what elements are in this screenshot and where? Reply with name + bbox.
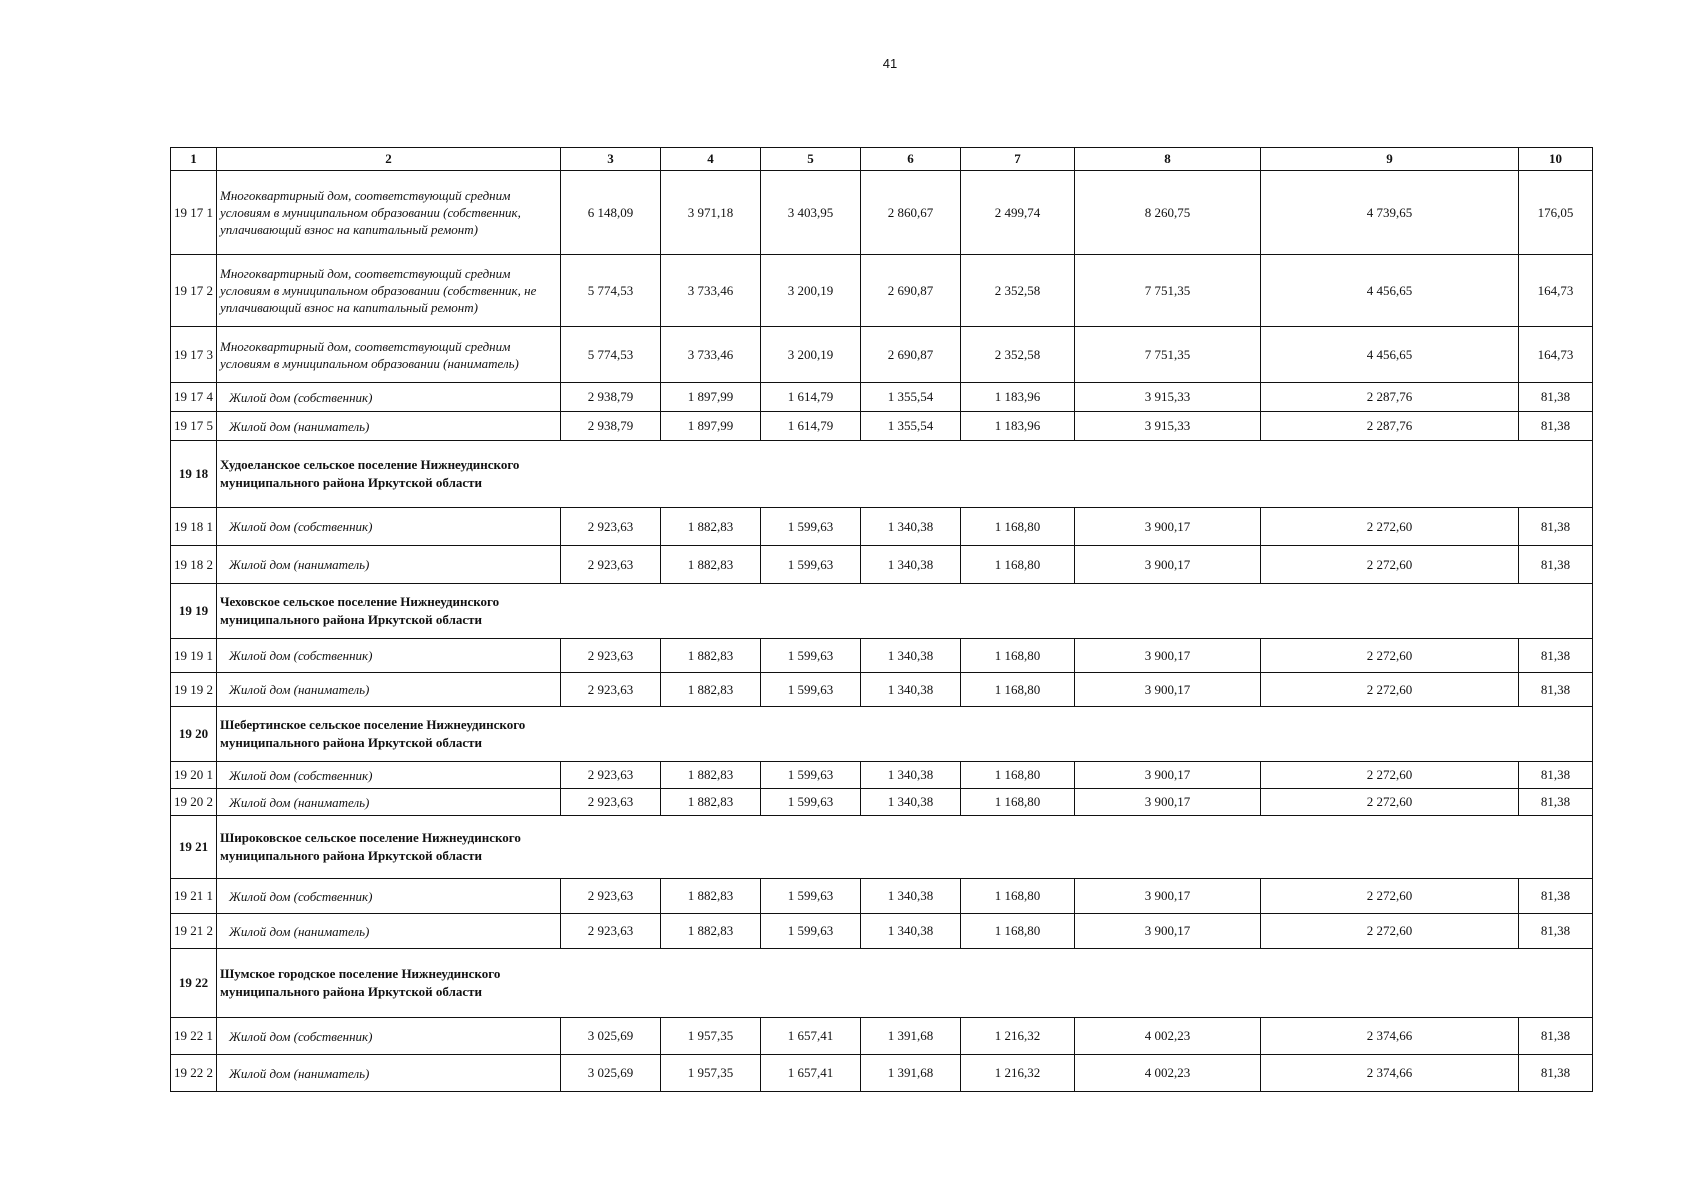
value-cell: 81,38	[1519, 546, 1593, 584]
row-code: 19 17 3	[171, 327, 217, 383]
value-cell: 1 882,83	[661, 879, 761, 914]
value-cell: 3 900,17	[1075, 546, 1261, 584]
value-cell: 1 599,63	[761, 546, 861, 584]
row-code: 19 22	[171, 949, 217, 1018]
group-row	[171, 584, 1593, 639]
value-cell: 3 971,18	[661, 171, 761, 255]
table-row	[171, 546, 1593, 584]
header-cell: 4	[661, 148, 761, 171]
value-cell: 2 374,66	[1261, 1018, 1519, 1055]
value-cell: 2 690,87	[861, 255, 961, 327]
value-cell: 3 900,17	[1075, 508, 1261, 546]
value-cell: 3 900,17	[1075, 789, 1261, 816]
row-code: 19 19 1	[171, 639, 217, 673]
table-row	[171, 914, 1593, 949]
value-cell: 1 897,99	[661, 412, 761, 441]
value-cell: 2 272,60	[1261, 762, 1519, 789]
value-cell: 1 599,63	[761, 762, 861, 789]
row-code: 19 17 5	[171, 412, 217, 441]
value-cell: 2 272,60	[1261, 914, 1519, 949]
value-cell: 1 882,83	[661, 673, 761, 707]
header-cell: 7	[961, 148, 1075, 171]
header-cell: 9	[1261, 148, 1519, 171]
value-cell: 3 900,17	[1075, 639, 1261, 673]
value-cell: 1 168,80	[961, 546, 1075, 584]
value-cell: 4 739,65	[1261, 171, 1519, 255]
value-cell: 1 216,32	[961, 1018, 1075, 1055]
settlement-name	[217, 441, 1593, 508]
housing-type: Жилой дом (собственник)	[217, 879, 561, 914]
value-cell: 2 923,63	[561, 762, 661, 789]
housing-type: Жилой дом (наниматель)	[217, 1055, 561, 1092]
housing-type: Жилой дом (собственник)	[217, 639, 561, 673]
row-code: 19 21 2	[171, 914, 217, 949]
value-cell: 1 897,99	[661, 383, 761, 412]
value-cell: 2 923,63	[561, 879, 661, 914]
group-row	[171, 816, 1593, 879]
value-cell: 1 614,79	[761, 412, 861, 441]
value-cell: 5 774,53	[561, 327, 661, 383]
settlement-name	[217, 707, 1593, 762]
group-row	[171, 707, 1593, 762]
header-cell: 5	[761, 148, 861, 171]
value-cell: 1 882,83	[661, 639, 761, 673]
value-cell: 1 340,38	[861, 508, 961, 546]
value-cell: 1 168,80	[961, 914, 1075, 949]
value-cell: 1 599,63	[761, 914, 861, 949]
housing-type: Жилой дом (наниматель)	[217, 546, 561, 584]
value-cell: 3 733,46	[661, 255, 761, 327]
value-cell: 1 657,41	[761, 1055, 861, 1092]
settlement-name-text: Шебертинское сельское поселение Нижнеудинского муниципального района Иркутской области	[220, 717, 526, 750]
value-cell: 2 272,60	[1261, 639, 1519, 673]
row-code: 19 19 2	[171, 673, 217, 707]
housing-type: Жилой дом (наниматель)	[217, 789, 561, 816]
table-row	[171, 673, 1593, 707]
settlement-name	[217, 949, 1593, 1018]
value-cell: 2 272,60	[1261, 546, 1519, 584]
value-cell: 81,38	[1519, 879, 1593, 914]
table-row	[171, 327, 1593, 383]
value-cell: 2 923,63	[561, 673, 661, 707]
value-cell: 2 923,63	[561, 639, 661, 673]
value-cell: 3 900,17	[1075, 914, 1261, 949]
table-row	[171, 171, 1593, 255]
value-cell: 3 200,19	[761, 327, 861, 383]
value-cell: 5 774,53	[561, 255, 661, 327]
value-cell: 81,38	[1519, 508, 1593, 546]
value-cell: 2 272,60	[1261, 508, 1519, 546]
housing-type: Многоквартирный дом, соответствующий средним условиям в муниципальном образовании (собственник, уплачивающий взнос на капитальный ремонт)	[217, 171, 561, 255]
housing-type: Многоквартирный дом, соответствующий средним условиям в муниципальном образовании (наниматель)	[217, 327, 561, 383]
value-cell: 1 657,41	[761, 1018, 861, 1055]
settlement-name-text: Широковское сельское поселение Нижнеудинского муниципального района Иркутской области	[220, 830, 521, 863]
value-cell: 1 340,38	[861, 546, 961, 584]
table-row	[171, 1055, 1593, 1092]
value-cell: 81,38	[1519, 1018, 1593, 1055]
housing-type: Многоквартирный дом, соответствующий средним условиям в муниципальном образовании (собственник, не уплачивающий взнос на капитальный ремонт)	[217, 255, 561, 327]
table-row	[171, 412, 1593, 441]
value-cell: 81,38	[1519, 639, 1593, 673]
value-cell: 81,38	[1519, 673, 1593, 707]
value-cell: 6 148,09	[561, 171, 661, 255]
row-code: 19 21 1	[171, 879, 217, 914]
settlement-name	[217, 816, 1593, 879]
value-cell: 1 882,83	[661, 914, 761, 949]
value-cell: 3 025,69	[561, 1055, 661, 1092]
value-cell: 2 938,79	[561, 383, 661, 412]
value-cell: 1 599,63	[761, 639, 861, 673]
table-row	[171, 789, 1593, 816]
value-cell: 2 272,60	[1261, 673, 1519, 707]
value-cell: 1 168,80	[961, 639, 1075, 673]
value-cell: 1 340,38	[861, 879, 961, 914]
value-cell: 176,05	[1519, 171, 1593, 255]
housing-type: Жилой дом (собственник)	[217, 383, 561, 412]
value-cell: 1 599,63	[761, 789, 861, 816]
value-cell: 3 025,69	[561, 1018, 661, 1055]
value-cell: 3 900,17	[1075, 762, 1261, 789]
value-cell: 81,38	[1519, 914, 1593, 949]
value-cell: 3 915,33	[1075, 383, 1261, 412]
row-code: 19 17 2	[171, 255, 217, 327]
value-cell: 2 352,58	[961, 255, 1075, 327]
header-cell: 6	[861, 148, 961, 171]
value-cell: 2 374,66	[1261, 1055, 1519, 1092]
housing-type: Жилой дом (собственник)	[217, 762, 561, 789]
value-cell: 1 340,38	[861, 673, 961, 707]
value-cell: 2 272,60	[1261, 789, 1519, 816]
value-cell: 1 340,38	[861, 789, 961, 816]
value-cell: 2 860,67	[861, 171, 961, 255]
value-cell: 4 002,23	[1075, 1055, 1261, 1092]
value-cell: 81,38	[1519, 383, 1593, 412]
value-cell: 1 882,83	[661, 508, 761, 546]
value-cell: 1 168,80	[961, 762, 1075, 789]
housing-type: Жилой дом (наниматель)	[217, 412, 561, 441]
row-code: 19 20 1	[171, 762, 217, 789]
value-cell: 2 923,63	[561, 789, 661, 816]
value-cell: 4 456,65	[1261, 255, 1519, 327]
table-row	[171, 639, 1593, 673]
value-cell: 2 938,79	[561, 412, 661, 441]
table-row	[171, 879, 1593, 914]
value-cell: 2 690,87	[861, 327, 961, 383]
value-cell: 7 751,35	[1075, 255, 1261, 327]
value-cell: 1 340,38	[861, 914, 961, 949]
header-cell: 2	[217, 148, 561, 171]
value-cell: 164,73	[1519, 327, 1593, 383]
value-cell: 2 923,63	[561, 508, 661, 546]
value-cell: 7 751,35	[1075, 327, 1261, 383]
value-cell: 3 900,17	[1075, 673, 1261, 707]
value-cell: 1 599,63	[761, 879, 861, 914]
row-code: 19 20 2	[171, 789, 217, 816]
header-cell: 1	[171, 148, 217, 171]
value-cell: 8 260,75	[1075, 171, 1261, 255]
row-code: 19 20	[171, 707, 217, 762]
row-code: 19 21	[171, 816, 217, 879]
value-cell: 81,38	[1519, 412, 1593, 441]
value-cell: 1 168,80	[961, 879, 1075, 914]
housing-type: Жилой дом (наниматель)	[217, 673, 561, 707]
value-cell: 2 272,60	[1261, 879, 1519, 914]
row-code: 19 19	[171, 584, 217, 639]
value-cell: 3 915,33	[1075, 412, 1261, 441]
value-cell: 1 599,63	[761, 508, 861, 546]
table-row	[171, 255, 1593, 327]
value-cell: 1 391,68	[861, 1055, 961, 1092]
row-code: 19 18	[171, 441, 217, 508]
value-cell: 1 340,38	[861, 762, 961, 789]
value-cell: 2 923,63	[561, 914, 661, 949]
group-row	[171, 949, 1593, 1018]
value-cell: 164,73	[1519, 255, 1593, 327]
value-cell: 1 882,83	[661, 546, 761, 584]
value-cell: 2 287,76	[1261, 383, 1519, 412]
value-cell: 2 287,76	[1261, 412, 1519, 441]
value-cell: 3 900,17	[1075, 879, 1261, 914]
value-cell: 4 456,65	[1261, 327, 1519, 383]
row-code: 19 17 1	[171, 171, 217, 255]
value-cell: 1 599,63	[761, 673, 861, 707]
settlement-name-text: Худоеланское сельское поселение Нижнеудинского муниципального района Иркутской области	[220, 457, 520, 490]
value-cell: 1 168,80	[961, 673, 1075, 707]
value-cell: 1 957,35	[661, 1018, 761, 1055]
value-cell: 1 355,54	[861, 383, 961, 412]
housing-type: Жилой дом (собственник)	[217, 508, 561, 546]
settlement-name	[217, 584, 1593, 639]
value-cell: 1 957,35	[661, 1055, 761, 1092]
settlement-name-text: Чеховское сельское поселение Нижнеудинского муниципального района Иркутской области	[220, 594, 500, 627]
value-cell: 1 882,83	[661, 789, 761, 816]
table-body	[171, 148, 1593, 1092]
value-cell: 2 499,74	[961, 171, 1075, 255]
value-cell: 1 355,54	[861, 412, 961, 441]
row-code: 19 18 1	[171, 508, 217, 546]
value-cell: 1 168,80	[961, 508, 1075, 546]
value-cell: 1 391,68	[861, 1018, 961, 1055]
tariff-table	[170, 147, 1593, 1092]
table-row	[171, 383, 1593, 412]
value-cell: 81,38	[1519, 789, 1593, 816]
value-cell: 81,38	[1519, 762, 1593, 789]
value-cell: 3 733,46	[661, 327, 761, 383]
header-cell: 3	[561, 148, 661, 171]
table-row	[171, 1018, 1593, 1055]
value-cell: 1 183,96	[961, 383, 1075, 412]
table-row	[171, 508, 1593, 546]
value-cell: 1 882,83	[661, 762, 761, 789]
header-row	[171, 148, 1593, 171]
page-number: 41	[882, 56, 898, 71]
value-cell: 1 216,32	[961, 1055, 1075, 1092]
housing-type: Жилой дом (наниматель)	[217, 914, 561, 949]
housing-type: Жилой дом (собственник)	[217, 1018, 561, 1055]
settlement-name-text: Шумское городское поселение Нижнеудинского муниципального района Иркутской области	[220, 966, 501, 999]
header-cell: 10	[1519, 148, 1593, 171]
value-cell: 4 002,23	[1075, 1018, 1261, 1055]
value-cell: 1 614,79	[761, 383, 861, 412]
header-cell: 8	[1075, 148, 1261, 171]
value-cell: 3 403,95	[761, 171, 861, 255]
value-cell: 81,38	[1519, 1055, 1593, 1092]
row-code: 19 22 2	[171, 1055, 217, 1092]
value-cell: 3 200,19	[761, 255, 861, 327]
row-code: 19 17 4	[171, 383, 217, 412]
value-cell: 2 923,63	[561, 546, 661, 584]
value-cell: 2 352,58	[961, 327, 1075, 383]
row-code: 19 22 1	[171, 1018, 217, 1055]
group-row	[171, 441, 1593, 508]
value-cell: 1 183,96	[961, 412, 1075, 441]
row-code: 19 18 2	[171, 546, 217, 584]
value-cell: 1 168,80	[961, 789, 1075, 816]
value-cell: 1 340,38	[861, 639, 961, 673]
table-row	[171, 762, 1593, 789]
